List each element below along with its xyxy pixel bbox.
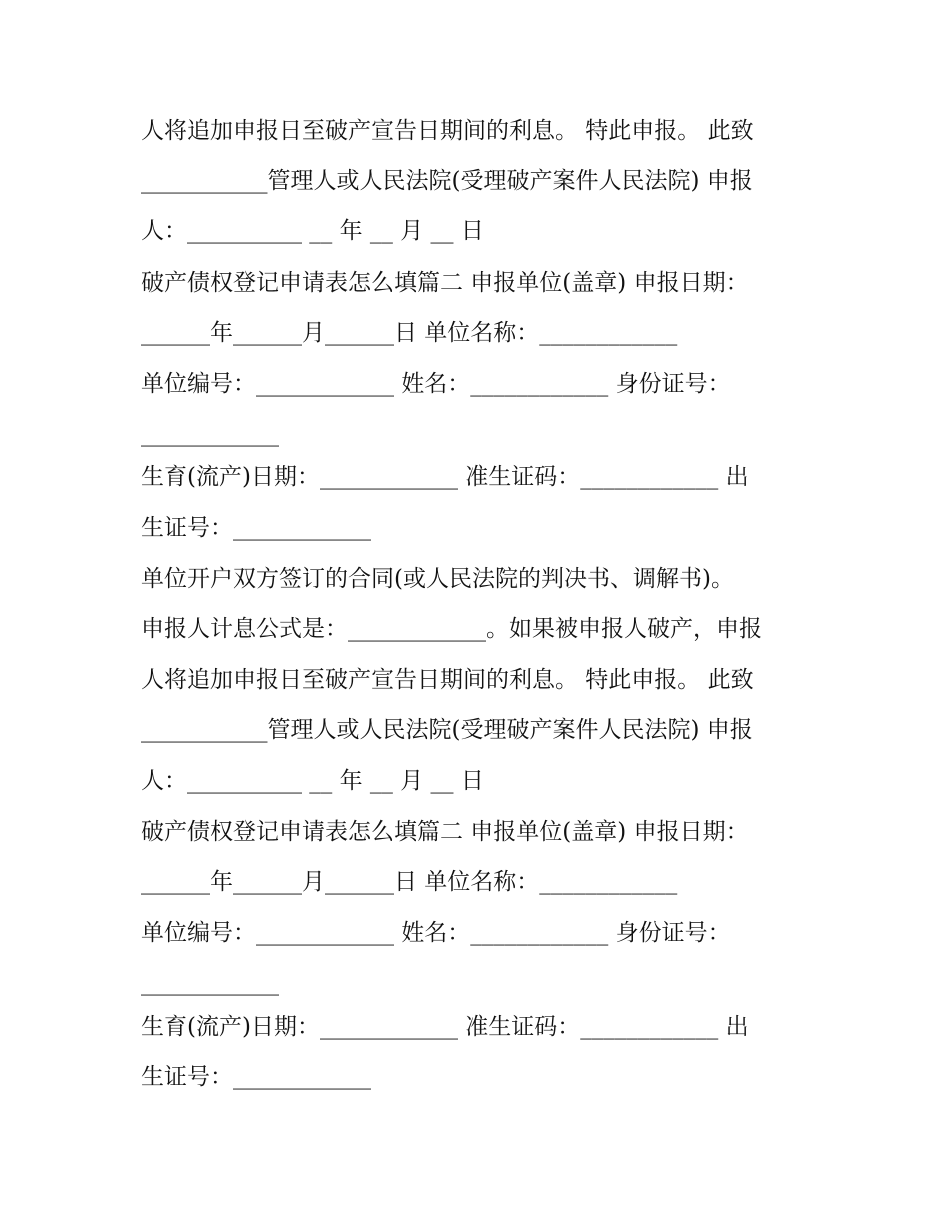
text-line: ___________管理人或人民法院(受理破产案件人民法院) 申报 (141, 168, 753, 194)
text-line: 破产债权登记申请表怎么填篇二 申报单位(盖章) 申报日期： (141, 819, 749, 845)
text-line: 破产债权登记申请表怎么填篇二 申报单位(盖章) 申报日期： (141, 270, 749, 296)
text-line: ____________ (141, 970, 279, 996)
text-line: 单位开户双方签订的合同(或人民法院的判决书、调解书)。 (141, 566, 734, 592)
text-line: ____________ (141, 421, 279, 447)
text-line: 生育(流产)日期：____________ 准生证码：____________ 出 (141, 464, 749, 490)
text-line: ___________管理人或人民法院(受理破产案件人民法院) 申报 (141, 717, 753, 743)
text-line: ______年______月______日 单位名称：____________ (141, 320, 678, 346)
text-line: 生育(流产)日期：____________ 准生证码：____________ 出 (141, 1014, 749, 1040)
text-line: 单位编号：____________ 姓名：____________ 身份证号： (141, 371, 731, 397)
text-line: 单位编号：____________ 姓名：____________ 身份证号： (141, 920, 731, 946)
text-line: ______年______月______日 单位名称：____________ (141, 869, 678, 895)
text-line: 生证号：____________ (141, 515, 371, 541)
text-line: 人将追加申报日至破产宣告日期间的利息。 特此申报。 此致 (141, 118, 754, 144)
text-line: 人将追加申报日至破产宣告日期间的利息。 特此申报。 此致 (141, 667, 754, 693)
text-line: 生证号：____________ (141, 1064, 371, 1090)
text-line: 人：__________ __ 年 __ 月 __ 日 (141, 768, 484, 794)
text-line: 人：__________ __ 年 __ 月 __ 日 (141, 218, 484, 244)
text-line: 申报人计息公式是：____________。如果被申报人破产，申报 (141, 616, 762, 642)
